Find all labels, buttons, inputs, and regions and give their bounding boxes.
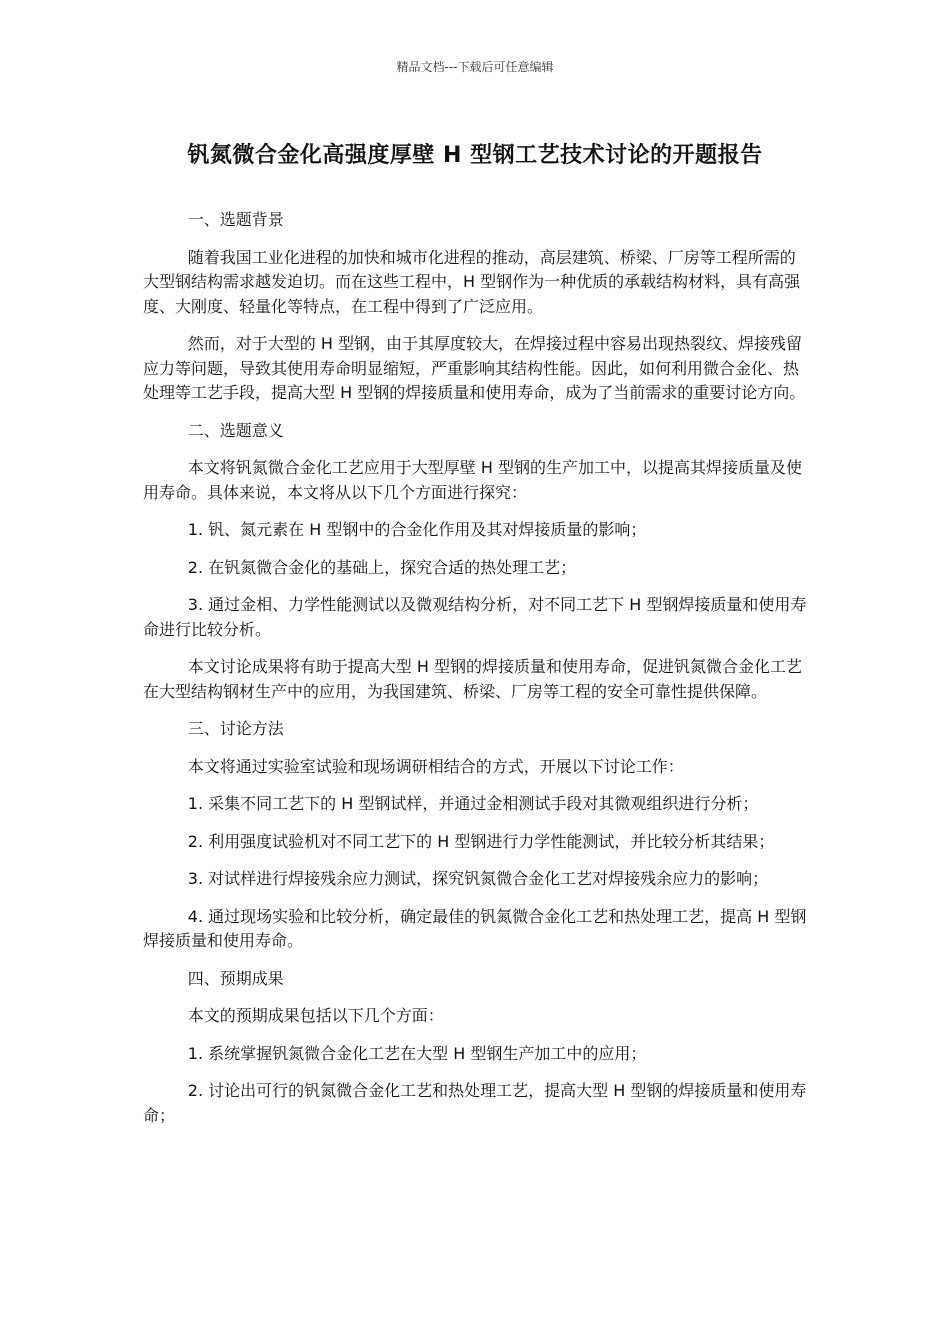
paragraph: 本文将通过实验室试验和现场调研相结合的方式，开展以下讨论工作：: [187, 756, 684, 776]
list-item: 2. 利用强度试验机对不同工艺下的 H 型钢进行力学性能测试，并比较分析其结果；: [187, 831, 775, 851]
list-item: 1. 系统掌握钒氮微合金化工艺在大型 H 型钢生产加工中的应用；: [187, 1043, 647, 1063]
list-item: 4. 通过现场实验和比较分析，确定最佳的钒氮微合金化工艺和热处理工艺，提高 H 型钢焊接质量和使用寿命。: [143, 906, 807, 950]
list-item: 1. 钒、氮元素在 H 型钢中的合金化作用及其对焊接质量的影响；: [187, 520, 647, 539]
section-heading-methods: 三、讨论方法: [187, 719, 284, 738]
paragraph: 本文讨论成果将有助于提高大型 H 型钢的焊接质量和使用寿命，促进钒氮微合金化工艺在大型结构钢材生产中的应用，为我国建筑、桥梁、厂房等工程的安全可靠性提供保障。: [143, 657, 803, 701]
document-body: [143, 208, 807, 1141]
document-title: 钒氮微合金化高强度厚壁 H 型钢工艺技术讨论的开题报告: [187, 143, 763, 168]
list-item: 3. 对试样进行焊接残余应力测试，探究钒氮微合金化工艺对焊接残余应力的影响；: [187, 869, 769, 888]
header-note: 精品文档---下载后可任意编辑: [396, 60, 554, 74]
paragraph: 本文将钒氮微合金化工艺应用于大型厚壁 H 型钢的生产加工中，以提高其焊接质量及使用寿命。具体来说，本文将从以下几个方面进行探究：: [143, 458, 803, 502]
list-item: 2. 讨论出可行的钒氮微合金化工艺和热处理工艺，提高大型 H 型钢的焊接质量和使用寿命；: [143, 1081, 807, 1125]
paragraph: 随着我国工业化进程的加快和城市化进程的推动，高层建筑、桥梁、厂房等工程所需的大型钢结构需求越发迫切。而在这些工程中，H 型钢作为一种优质的承载结构材料，具有高强度、大刚度、轻量化等特点，在工程中得到了广泛应用。: [143, 247, 801, 316]
section-heading-significance: 二、选题意义: [187, 420, 284, 440]
section-heading-expected-results: 四、预期成果: [187, 968, 284, 988]
list-item: 1. 采集不同工艺下的 H 型钢试样，并通过金相测试手段对其微观组织进行分析；: [187, 794, 759, 813]
paragraph: 然而，对于大型的 H 型钢，由于其厚度较大，在焊接过程中容易出现热裂纹、焊接残留应力等问题，导致其使用寿命明显缩短，严重影响其结构性能。因此，如何利用微合金化、热处理等工艺手段，提高大型 H 型钢的焊接质量和使用寿命，成为了当前需求的重要讨论方向。: [143, 334, 806, 402]
list-item: 3. 通过金相、力学性能测试以及微观结构分析，对不同工艺下 H 型钢焊接质量和使用寿命进行比较分析。: [143, 595, 807, 639]
section-heading-background: 一、选题背景: [187, 210, 284, 229]
list-item: 2. 在钒氮微合金化的基础上，探究合适的热处理工艺；: [187, 557, 577, 577]
paragraph: 本文的预期成果包括以下几个方面：: [187, 1006, 444, 1025]
